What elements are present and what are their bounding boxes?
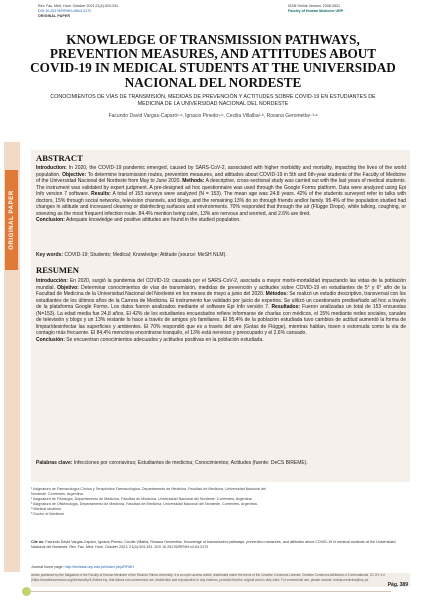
abstract-body <box>36 165 406 224</box>
doi-link[interactable]: DOI 10.25176/RFMH.v2lln4.3172 <box>38 9 92 14</box>
article-title: KNOWLEDGE OF TRANSMISSION PATHWAYS, PREVENTION MEASURES, AND ATTITUDES ABOUT COVID-19 IN MEDICAL STUDENTS AT THE UNIVERSIDAD NACIONAL DEL NORDESTE <box>30 32 396 90</box>
page-marker-icon <box>22 587 31 596</box>
resumen-keywords <box>36 460 406 467</box>
resumen-body <box>36 278 406 343</box>
footnote-line: ᵇ Doctor of Medicine <box>31 512 65 517</box>
resumen-heading: RESUMEN <box>36 265 79 275</box>
footer-rule <box>31 591 391 592</box>
article-subtitle-es: CONOCIMIENTOS DE VÍAS DE TRANSMISIÓN, MEDIDAS DE PREVENCIÓN Y ACTITUDES SOBRE COVID-19 EN ESTUDIANTES DE MEDICINA DE LA UNIVERSIDAD NACIONAL DEL NORDESTE <box>50 94 376 107</box>
abstract-introduction: In 2020, the COVID-19 pandemic emerged, caused by SARS-CoV-2, associated with higher morbidity and mortality, impacting the lives of the world population. <box>36 165 407 178</box>
resumen-resultados: Fueron analizadas un total de 153 encuestas (N=153). La edad media fue 24,8 años. El 42% de los estudiantes encuestados refiere informarse de charlas con médicos, el 15% mediante redes sociales, canales de televisión y blogs y un 13% restante lo hace a través de amigos y/o familiares. El 95,4% de la población estudiada tuvo cambios de actitud aumentó la forma de limpiar/desinfectar las superficies y ambientes. El 70% respondió que es a través del aire (Gotas de Flügge), mientras hablan, tosen o estornuda como la vía de contagio más frecuente. El 84,4% menciona encontrarse tranquilo, el 13% está nervioso y preocupado y el 2,6% cansado. <box>36 304 407 336</box>
resumen-conclusion: Se encuentran conocimientos adecuados y actitudes positivas en la población estudiada. <box>66 336 264 343</box>
issn-line: ISSN Online Version: 2308-0531 <box>288 4 340 8</box>
author-list: Facundo David Vargas-Caparó¹·ᵃ, Ignacio Pinedo¹·ᵇ, Cecilia Villalba²·ᵇ, Rosana Gerometta¹·³·ᵃ <box>108 113 318 119</box>
abstract-results-label: Results: <box>91 191 111 197</box>
cite-as-label: Cite as: <box>31 540 45 544</box>
abstract-keywords <box>36 252 406 259</box>
side-tab-label: ORIGINAL PAPER <box>8 190 15 250</box>
abstract-introduction-label: Introduction: <box>36 165 67 171</box>
journal-home-link[interactable]: http://revistas.urp.edu.pe/index.php/RFMH <box>64 565 134 569</box>
resumen-objetivo-label: Objetivo: <box>57 284 79 291</box>
footnote-line: ³ Asignatura de Oftalmología, Departamento de Medicina, Facultad de Medicina, Universidad Nacional del Nordeste. Corrientes, Argentina. <box>31 502 258 507</box>
abstract-heading: ABSTRACT <box>36 153 83 163</box>
resumen-keywords-label: Palabras clave: <box>36 460 73 466</box>
abstract-conclusion: Adequate knowledge and positive attitudes are found in the studied population. <box>66 217 241 223</box>
abstract-results: A total of 153 surveys were analyzed (N = 153). The mean age was 24.8 years. 42% of the students surveyed refer to talks with doctors, 15% through social networks, television channels, and blogs, and the remaining 13% do so through friends and/or family. 95.4% of the population studied had changes in attitude and increased cleaning or disinfecting surfaces and environments. 70% responded that through the air (Flügge Drops), while talking, coughing, or sneezing as the most frequent infection route. 84.4% mention being calm, 13% are nervous and worried, and 2.6% are tired. <box>36 191 406 217</box>
abstract-keywords-label: Key words: <box>36 252 63 258</box>
resumen-conclusion-label: Conclusión: <box>36 336 65 343</box>
resumen-introduccion-label: Introducción: <box>36 278 68 284</box>
resumen-metodos-label: Métodos: <box>265 291 288 297</box>
page-number: Pág. 389 <box>387 582 408 588</box>
resumen-metodos: Se realizó un estudio descriptivo, transversal con los estudiantes de los últimos años de la Carrera de Medicina. El instrumento fue validado por juicio de expertos. Se utilizó un cuestionario prediseñado ad hoc a través de la plataforma Google Forms. Los datos fueron analizados mediante el software Epi Info versión 7. <box>36 291 407 310</box>
citation-line: Rev. Fac. Med. Hum. October 2021;21(4):324-331. <box>38 4 120 8</box>
section-label: ORIGINAL PAPER <box>38 14 71 19</box>
footnote-line: ¹ Asignatura de Farmacología Clínica y Terapéutica Farmacológica, Departamento de Medicina, Facultad de Medicina, Universidad Nacional del <box>31 487 267 491</box>
resumen-objetivo: Determinar conocimientos de vías de transmisión, medidas de prevención y actitudes sobre COVID-19 en estudiantes de 5° y 6° año de la Facultad de Medicina de la Universidad Nacional del Nordeste en los meses de mayo a junio del 2020. <box>36 284 407 297</box>
abstract-methods: A descriptive, cross-sectional study was carried out with the last years of medical students. The instrument was validated by expert judgment. A pre-designed ad hoc questionnaire was used through the Google Forms platform. Data were analyzed using Epi Info version 7 software. <box>36 178 406 197</box>
resumen-resultados-label: Resultados: <box>271 304 301 310</box>
resumen-introduccion: En 2020, surgió la pandemia del COVID-19; causada por el SARS-CoV-2, asociada a mayor morbi-mortalidad impactando las vidas de la población mundial. <box>36 278 406 291</box>
license-text: Article published by the Magazine of the Faculty of Human Medicine of the Ricardo Palma University. It is an open access article, distributed under the terms of the Creative Commons License: Creative Commons Attribution 4.0 International, CC BY 4.0 (https://creativecommons.org/licenses/by/4.0/deed.es), that allows non-commercial use, distribution and reproduction in any medium, provided that the original work is duly cited. For commercial use, please contact: revista.medicina@urp.pe <box>31 573 385 582</box>
journal-home-label: Journal home page: <box>31 565 64 569</box>
footnote-line: ² Asignatura de Fisiología, Departamento de Medicina, Facultad de Medicina, Universidad Nacional del Nordeste. Corrientes, Argentina. <box>31 497 253 502</box>
abstract-keywords-text: COVID-19; Students; Medical; Knowledge; Attitude (source: MeSH NLM). <box>64 252 227 258</box>
footnote-line: Nordeste. Corrientes, Argentina. <box>31 492 84 497</box>
side-tab <box>5 170 18 270</box>
journal-header-right <box>288 4 408 14</box>
cite-as <box>31 540 410 550</box>
abstract-objective: To determine transmission routes, prevention measures, and attitudes about COVID-19 in 5th and 6th-year students of the Faculty of Medicine of the Universidad Nacional del Nordeste from May to June 2020. <box>36 171 406 184</box>
resumen-keywords-text: Infecciones por coronavirus; Estudiantes de medicina; Conocimientos; Actitudes (fuente: DeCS BIREME). <box>73 460 308 466</box>
abstract-objective-label: Objective: <box>62 171 87 178</box>
journal-name: Faculty of Human Medicine URP <box>288 9 344 14</box>
cite-as-text: Facundo David Vargas-Caparó, Ignacio Pinedo, Cecilia Villalba, Rosana Gerometta. Knowledge of transmission pathways, prevention measures, and attitudes about COVID-19 in medical students at the Universidad Nacional del Nordeste. Rev. Fac. Med. Hum. October 2021; 21(4):324-331. DOI 10.25176/RFMH.v21i4.3172 <box>31 540 396 550</box>
journal-home-page <box>31 565 410 569</box>
abstract-methods-label: Methods: <box>182 178 205 184</box>
license-box <box>31 573 410 587</box>
journal-header-left <box>38 4 119 20</box>
abstract-conclusion-label: Conclusion: <box>36 217 65 223</box>
footnote-line: ᵃ Medical students <box>31 507 62 512</box>
affiliation-footnotes <box>31 487 410 518</box>
